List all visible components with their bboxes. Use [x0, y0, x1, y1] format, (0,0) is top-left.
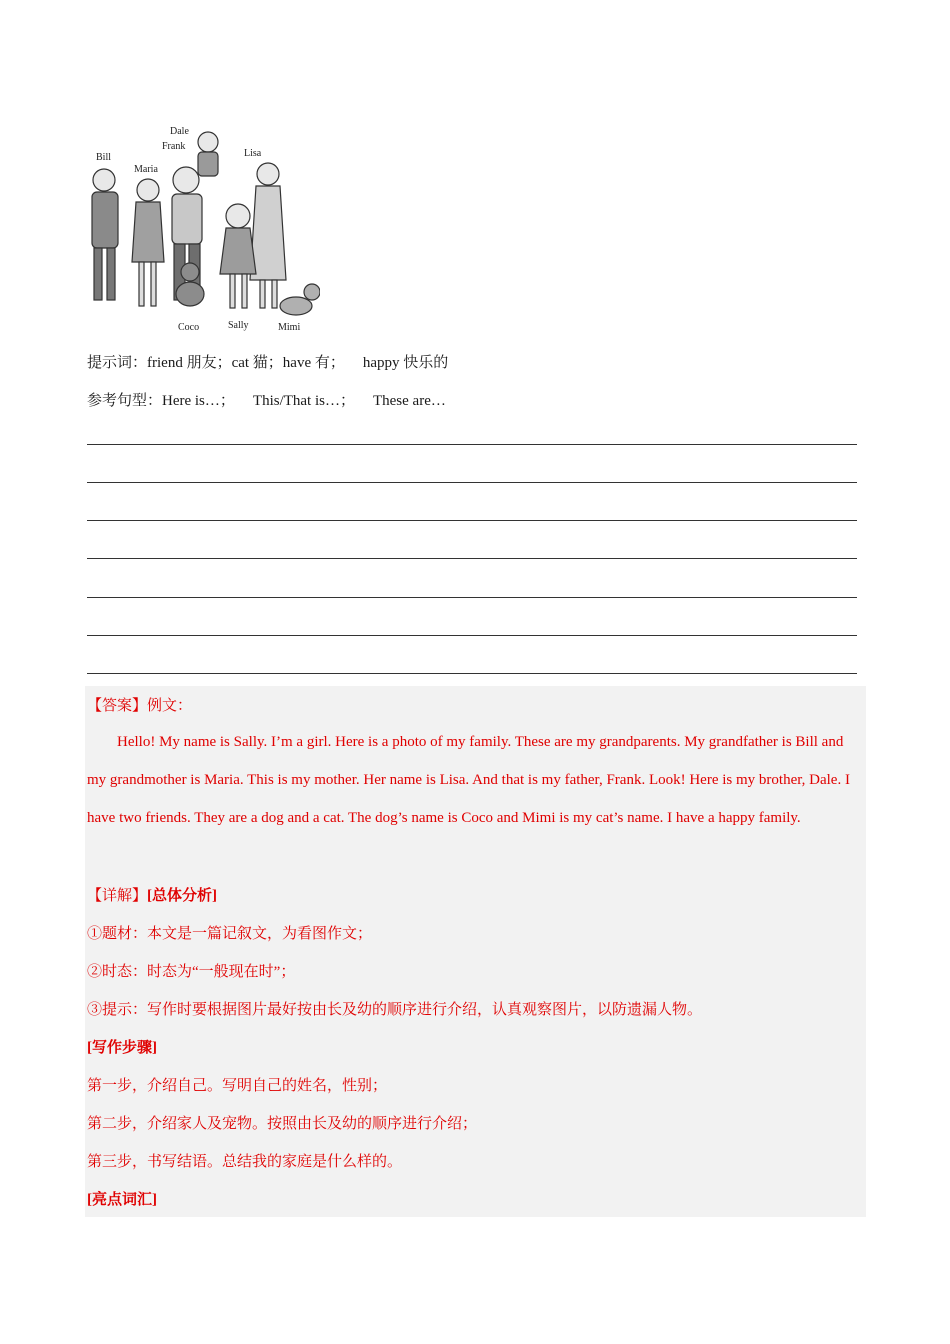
label-sally: Sally [228, 320, 249, 331]
answer-label: 【答案】例文： [87, 698, 193, 714]
label-lisa: Lisa [244, 148, 262, 159]
hint-words-last: happy 快乐的 [362, 355, 449, 371]
label-mimi: Mimi [278, 322, 301, 333]
steps-title: [写作步骤] [87, 1040, 157, 1056]
family-illustration [86, 122, 320, 336]
analysis-point-3: ③提示：写作时要根据图片最好按由长及幼的顺序进行介绍，认真观察图片，以防遗漏人物。 [87, 1002, 703, 1018]
label-maria: Maria [134, 164, 158, 175]
vocab-title: [亮点词汇] [87, 1192, 157, 1208]
analysis-point-2: ②时态：时态为“一般现在时”； [87, 964, 296, 980]
sentence-pattern-3: These are… [372, 393, 446, 409]
writing-line[interactable] [87, 444, 857, 445]
label-bill: Bill [96, 152, 112, 163]
sample-essay [87, 723, 863, 837]
hint-sentences [87, 389, 446, 410]
steps-heading [87, 1036, 157, 1057]
step-3: 第三步，书写结语。总结我的家庭是什么样的。 [87, 1154, 403, 1170]
step-2: 第二步，介绍家人及宠物。按照由长及幼的顺序进行介绍； [87, 1116, 478, 1132]
vocab-heading [87, 1188, 157, 1209]
writing-line[interactable] [87, 597, 857, 598]
hint-words [87, 351, 448, 372]
analysis-title: [总体分析] [147, 888, 218, 904]
analysis-point-1: ①题材：本文是一篇记叙文，为看图作文； [87, 926, 373, 942]
writing-line[interactable] [87, 673, 857, 674]
sentence-pattern-2: This/That is…； [252, 393, 355, 409]
writing-line[interactable] [87, 635, 857, 636]
label-dale: Dale [170, 126, 189, 137]
sentence-pattern-1: 参考句型：Here is…； [87, 393, 235, 409]
detail-heading [87, 884, 217, 905]
writing-line[interactable] [87, 520, 857, 521]
sample-essay-text: Hello! My name is Sally. I’m a girl. Here is a photo of my family. These are my grandparents. My grandfather is Bill and my grandmother is Maria. This is my mother. Her name is Lisa. And that is my father, Frank. Look! Here is my brother, Dale. I have two friends. They are a dog and a cat. The dog’s name is Coco and Mimi is my cat’s name. I have a happy family. [87, 734, 850, 826]
step-1: 第一步，介绍自己。写明自己的姓名，性别； [87, 1078, 388, 1094]
detail-label: 【详解】 [87, 888, 148, 904]
answer-section [85, 686, 866, 1217]
writing-line[interactable] [87, 558, 857, 559]
writing-line[interactable] [87, 482, 857, 483]
label-frank: Frank [162, 141, 186, 152]
label-coco: Coco [178, 322, 200, 333]
hint-words-text: 提示词：friend 朋友；cat 猫；have 有； [87, 355, 345, 371]
